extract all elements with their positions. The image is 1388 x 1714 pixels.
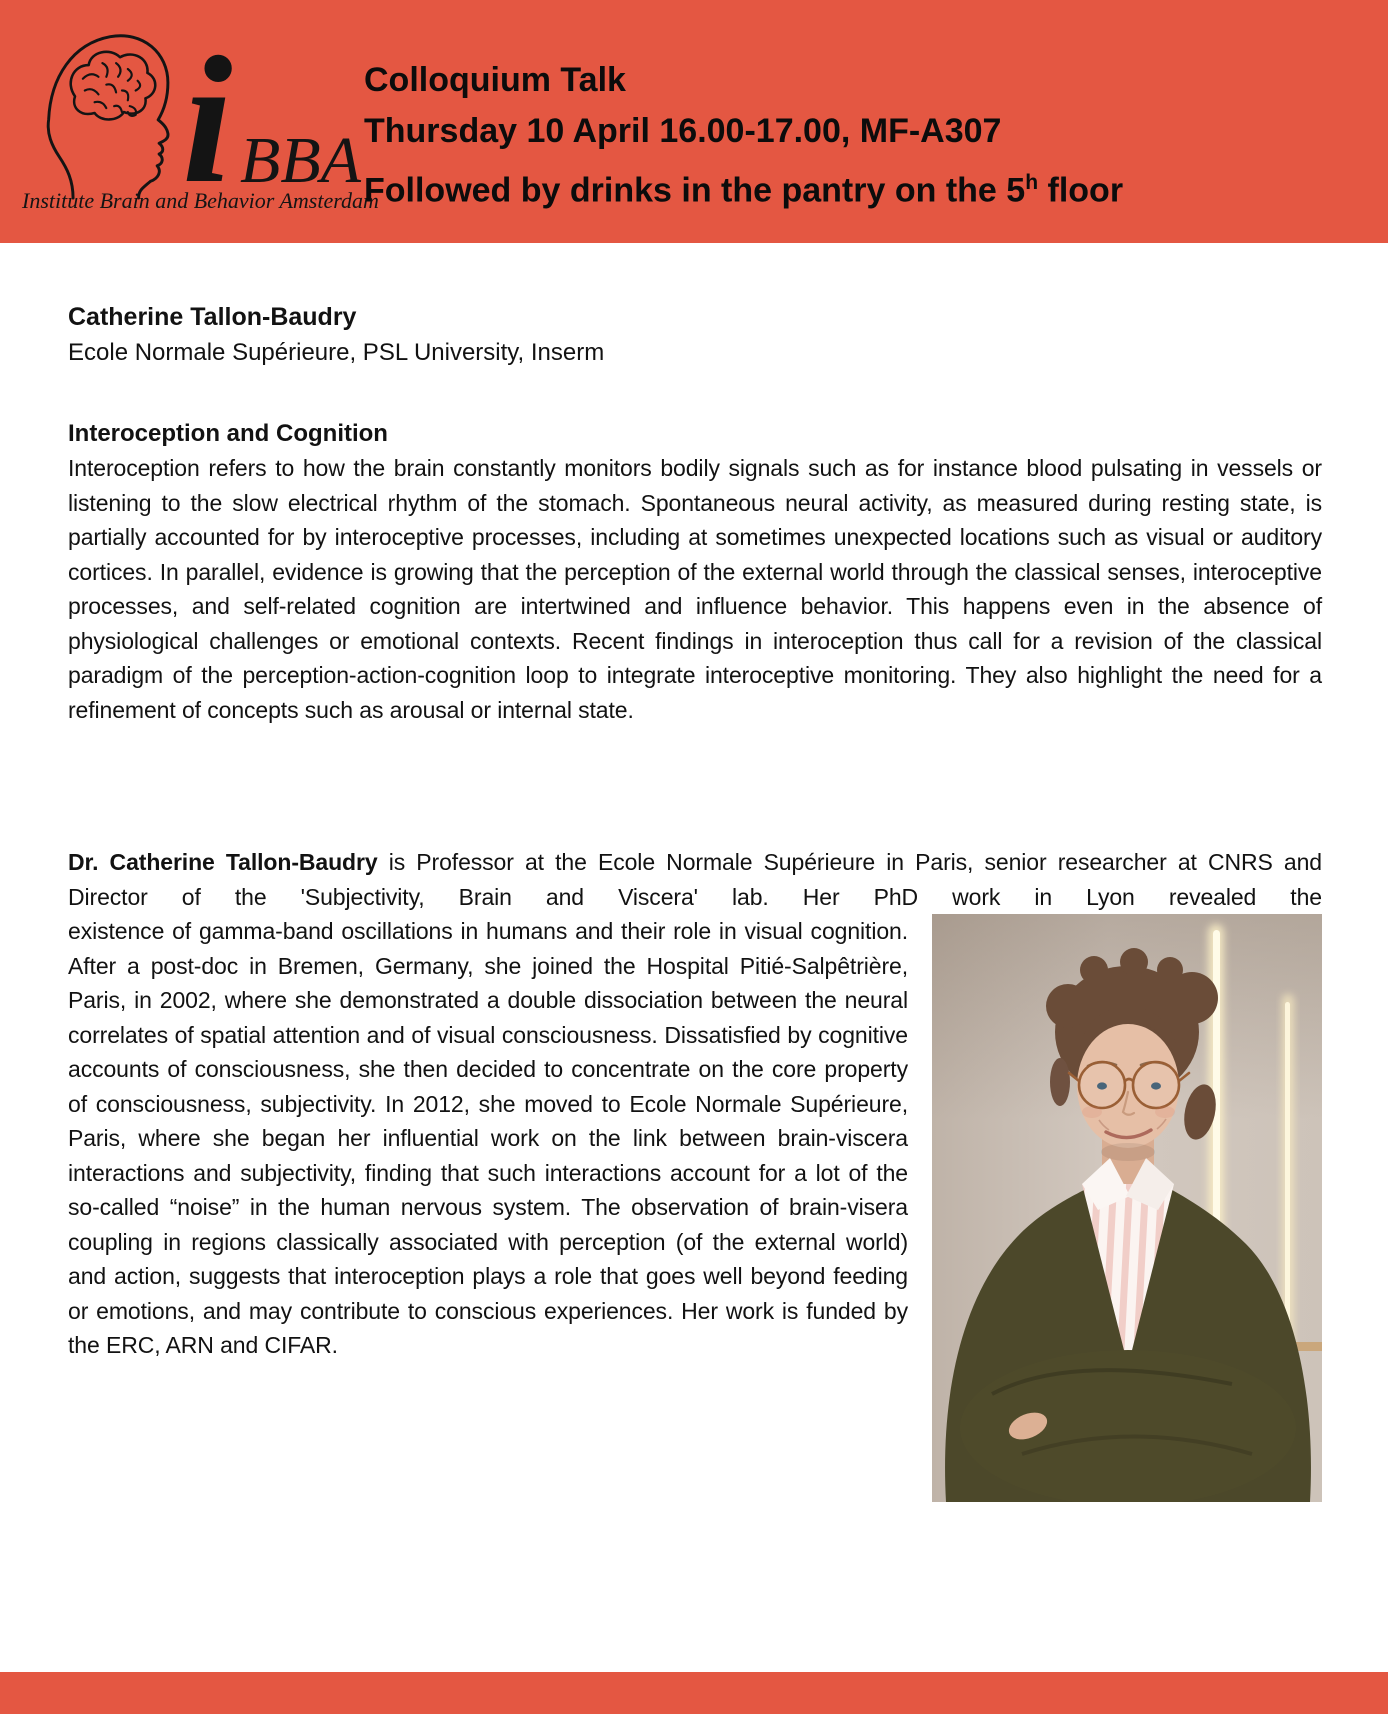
speaker-affiliation: Ecole Normale Supérieure, PSL University, Inserm [68, 339, 605, 366]
speaker-name: Catherine Tallon-Baudry [68, 303, 357, 331]
speaker-block [68, 300, 1322, 370]
head-profile-with-brain-icon [12, 24, 184, 200]
main-content [68, 243, 1322, 1512]
logo-subtitle: Institute Brain and Behavior Amsterdam [22, 188, 379, 213]
banner-line3-superscript: h [1025, 171, 1039, 194]
banner-title-line1: Colloquium Talk [364, 61, 626, 99]
banner-title-line2: Thursday 10 April 16.00-17.00, MF-A307 [364, 112, 1002, 150]
bio-main-text: existence of gamma-band oscillations in humans and their role in visual cognition. After a post-doc in Bremen, Germany, she joined the Hospital Pitié-Salpêtrière, Paris, in 2002, where she demonstrated a double dissociation between the neural correlates of spatial attention and of visual consciousness. Dissatisfied by cognitive accounts of consciousness, she then decided to concentrate on the core property of consciousness, subjectivity. In 2012, she moved to Ecole Normale Supérieure, Paris, where she began her influential work on the link between brain-viscera interactions and subjectivity, finding that such interactions account for a lot of the so-called “noise” in the human nervous system. The observation of brain-visera coupling in regions classically associated with perception (of the external world) and action, suggests that interoception plays a role that goes well beyond feeding or emotions, and may contribute to conscious experiences. Her work is funded by the ERC, ARN and CIFAR. [68, 918, 908, 1358]
bio-speaker-name: Dr. Catherine Tallon-Baudry [68, 849, 378, 875]
bio-wrap [68, 914, 1322, 1512]
banner-title-block [364, 55, 1123, 216]
logo-letter-i: i [182, 20, 233, 221]
logo-letters-bba: BBA [240, 124, 361, 197]
speaker-portrait-illustration [932, 914, 1322, 1502]
speaker-photo [932, 914, 1322, 1502]
bio-block [68, 845, 1322, 1512]
talk-title: Interoception and Cognition [68, 420, 388, 447]
talk-abstract: Interoception refers to how the brain constantly monitors bodily signals such as for instance blood pulsating in vessels or listening to the slow electrical rhythm of the stomach. Spontaneous neural activity, as measured during resting state, is partially accounted for by interoceptive processes, including at sometimes unexpected locations such as visual or auditory cortices. In parallel, evidence is growing that the perception of the external world through the classical senses, interoceptive processes, and self-related cognition are intertwined and influence behavior. This happens even in the absence of physiological challenges or emotional contexts. Recent findings in interoception thus call for a revision of the classical paradigm of the perception-action-cognition loop to integrate interoceptive monitoring. They also highlight the need for a refinement of concepts such as arousal or internal state. [68, 455, 1322, 723]
banner-line3-suffix: floor [1038, 171, 1124, 210]
header-banner [0, 0, 1388, 243]
banner-title-line3 [364, 157, 1123, 216]
bio-intro [68, 845, 1322, 914]
banner-line3-prefix: Followed by drinks in the pantry on the 5 [364, 171, 1026, 210]
talk-block [68, 416, 1322, 727]
bio-intro-text: is Professor at the Ecole Normale Supérieure in Paris, senior researcher at CNRS and Director of the 'Subjectivity, Brain and Viscera' lab. Her PhD work in Lyon revealed the [68, 849, 1322, 910]
footer-bar [0, 1672, 1388, 1714]
